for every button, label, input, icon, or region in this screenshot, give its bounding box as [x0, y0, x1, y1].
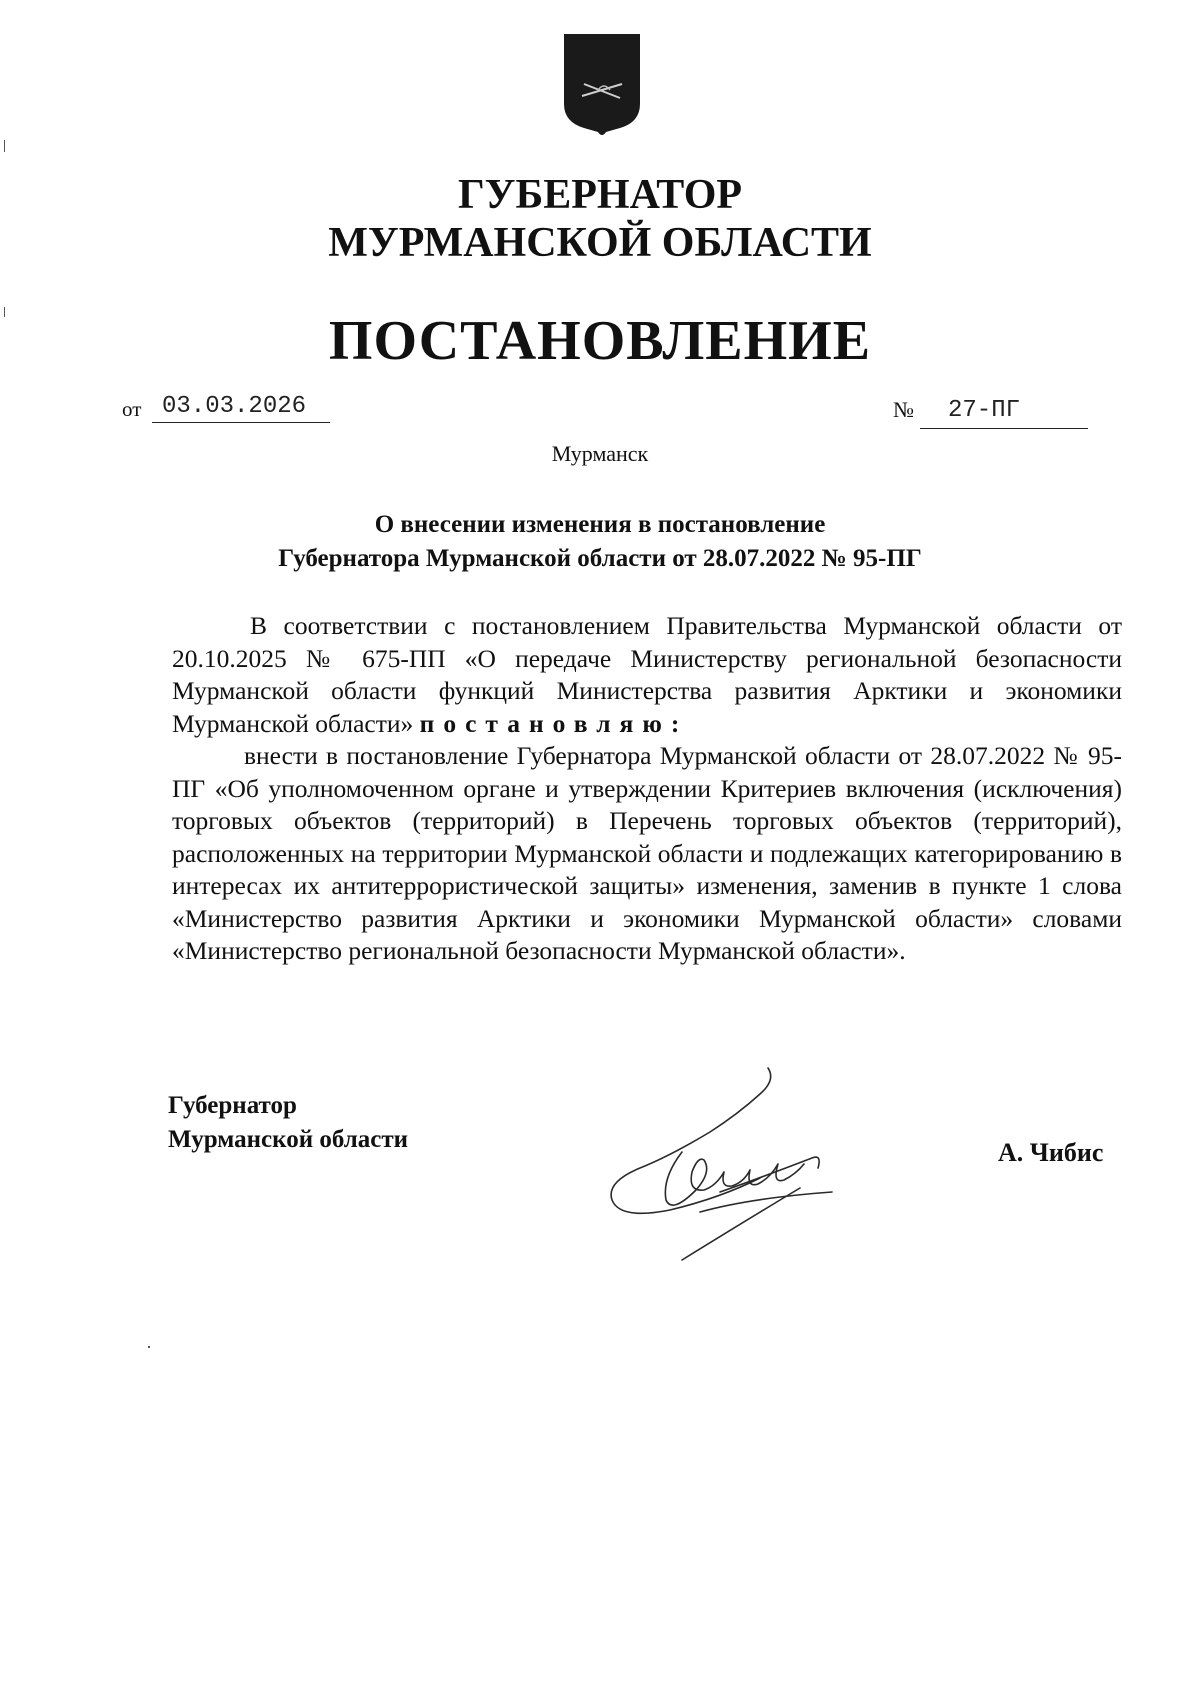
signatory-name: А. Чибис — [998, 1138, 1104, 1167]
scan-mark — [148, 1346, 150, 1348]
number-label: № — [893, 397, 914, 422]
handwritten-signature — [600, 1060, 840, 1265]
document-type: ПОСТАНОВЛЕНИЕ — [328, 310, 872, 372]
date-value: 03.03.2026 — [162, 393, 307, 420]
number-underline — [920, 428, 1088, 429]
coat-of-arms-icon — [558, 30, 646, 140]
body-paragraph-1 — [172, 610, 1122, 740]
scan-mark — [4, 140, 5, 152]
signatory-title-line-2: Мурманской области — [168, 1126, 409, 1153]
subject-line-1: О внесении изменения в постановление — [374, 511, 826, 538]
city: Мурманск — [551, 441, 649, 466]
date-label: от — [122, 397, 142, 421]
number-value: 27-ПГ — [948, 397, 1021, 424]
subject-line-2: Губернатора Мурманской области от 28.07.2022 № 95-ПГ — [278, 545, 922, 572]
body-paragraph-2: внести в постановление Губернатора Мурманской области от 28.07.2022 № 95-ПГ «Об уполномоченном органе и утверждении Критериев включения (исключения) торговых объектов (территорий) в Перечень торговых объектов (территорий), расположенных на территории Мурманской области и подлежащих категорированию в интересах их антитеррористической защиты» изменения, заменив в пункте 1 слова «Министерство развития Арктики и экономики Мурманской области» словами «Министерство региональной безопасности Мурманской области». — [172, 741, 1122, 965]
issuer-title: ГУБЕРНАТОР — [457, 172, 743, 218]
date-underline — [152, 422, 330, 423]
resolution-keyword: постановляю: — [419, 708, 689, 738]
signatory-title-line-1: Губернатор — [168, 1092, 297, 1119]
issuer-region: МУРМАНСКОЙ ОБЛАСТИ — [328, 220, 872, 266]
paragraph-1-text: В соответствии с постановлением Правительства Мурманской области от 20.10.2025 № 675-ПП «О передаче Министерству региональной безопасности Мурманской области функций Министерства развития Арктики и экономики Мурманской области» — [172, 611, 1122, 738]
scan-mark — [4, 307, 5, 317]
